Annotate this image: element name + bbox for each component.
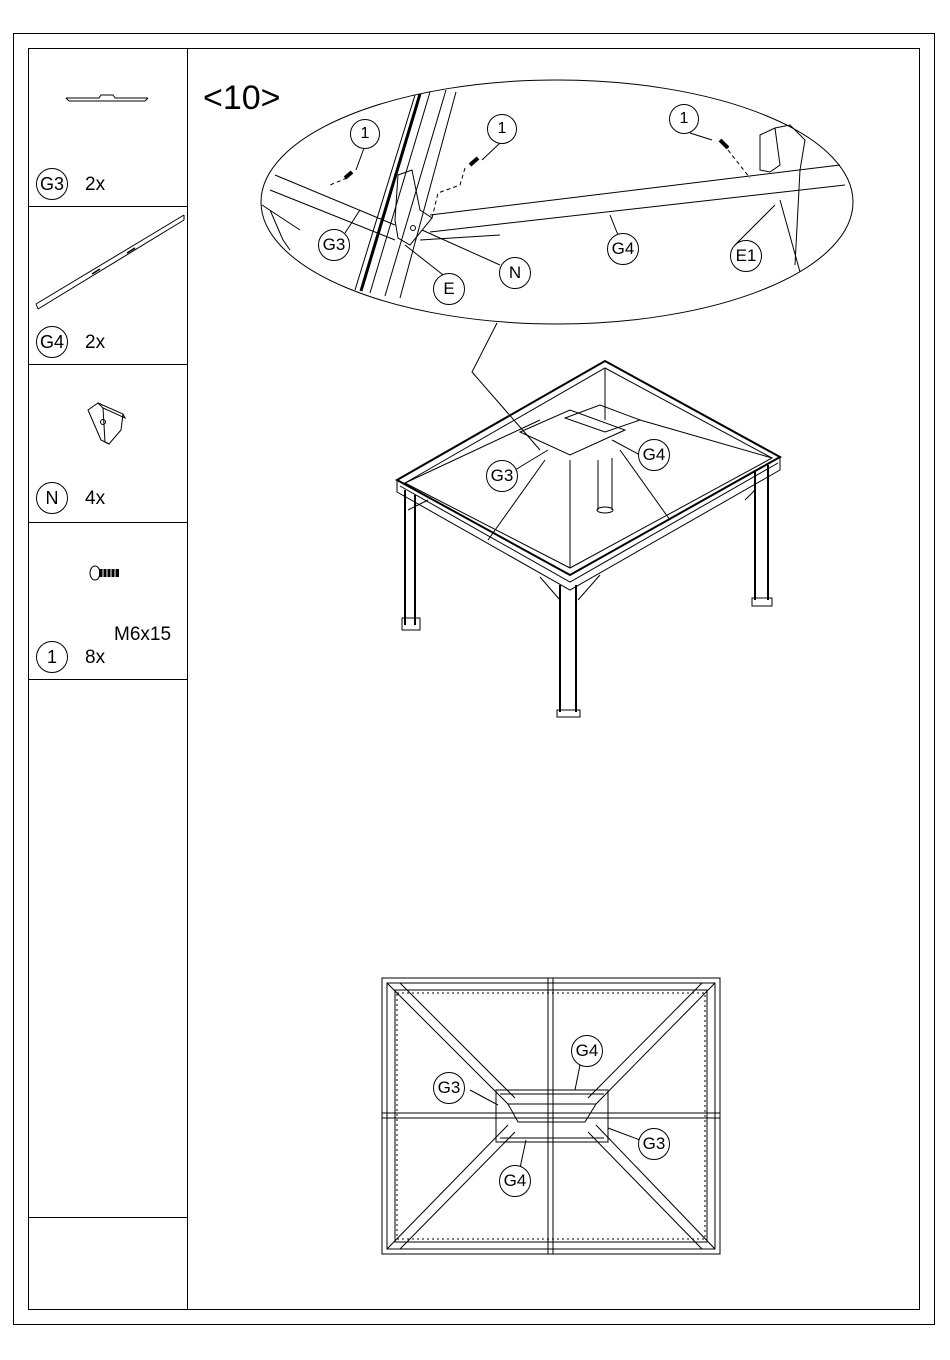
gazebo-top-view — [382, 978, 720, 1254]
g3-callout: G3 — [318, 229, 350, 261]
e1-callout: E1 — [730, 240, 762, 272]
part-quantity: 2x — [85, 174, 106, 195]
part-code-badge: N — [36, 482, 68, 514]
part-code-badge: G3 — [36, 168, 68, 200]
bolt-callout: 1 — [669, 104, 699, 134]
g4-callout: G4 — [607, 233, 639, 265]
g3-callout: G3 — [433, 1072, 465, 1104]
part-quantity: 4x — [85, 488, 106, 509]
g4-callout: G4 — [499, 1165, 531, 1197]
gazebo-isometric — [397, 361, 780, 717]
g3-callout: G3 — [486, 460, 518, 492]
part-code-badge: 1 — [36, 641, 68, 673]
step-number: <10> — [203, 79, 281, 117]
g4-callout: G4 — [571, 1035, 603, 1067]
part-quantity: 2x — [85, 332, 106, 353]
e-callout: E — [433, 273, 465, 305]
g4-callout: G4 — [638, 439, 670, 471]
bolt-size-label: M6x15 — [114, 624, 172, 645]
n-callout: N — [499, 257, 531, 289]
bolt-callout: 1 — [487, 114, 517, 144]
part-code-badge: G4 — [36, 326, 68, 358]
bolt-callout: 1 — [350, 119, 380, 149]
g3-callout: G3 — [638, 1128, 670, 1160]
part-quantity: 8x — [85, 647, 106, 668]
